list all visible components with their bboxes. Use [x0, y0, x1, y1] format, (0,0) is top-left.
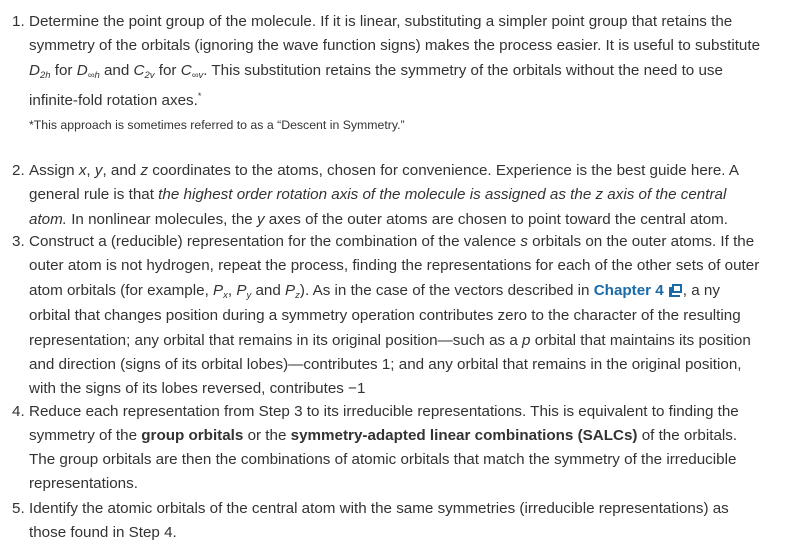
- step-5-line: Identify the atomic orbitals of the central atom with the same symmetries (irreducible representations) as: [29, 500, 729, 517]
- step-2-line: general rule is that the highest order rotation axis of the molecule is assigned as the z axis of the central: [29, 186, 727, 203]
- step-3-line: orbital that changes position during a symmetry operation contributes zero to the character of the resulting: [29, 307, 741, 324]
- step-3-line: outer atom is not hydrogen, repeat the process, finding the representations for each of the other sets of outer: [29, 257, 760, 274]
- footnote-marker[interactable]: *: [197, 91, 202, 101]
- step-4-line: symmetry of the group orbitals or the symmetry-adapted linear combinations (SALCs) of the orbitals.: [29, 427, 738, 444]
- step-3-line: Construct a (reducible) representation for the combination of the valence s orbitals on the outer atoms. If the: [29, 233, 755, 250]
- step-2-line: Assign x, y, and z coordinates to the atoms, chosen for convenience. Experience is the best guide here. A: [29, 162, 740, 179]
- external-link-icon[interactable]: [669, 284, 683, 297]
- step-5-line: those found in Step 4.: [29, 524, 177, 541]
- chapter-4-link[interactable]: Chapter 4: [593, 282, 664, 299]
- step-number: 5.: [12, 500, 25, 517]
- step-number: 4.: [12, 403, 25, 420]
- step-1-line: infinite-fold rotation axes.*: [29, 91, 202, 109]
- step-4-line: The group orbitals are then the combinations of atomic orbitals that match the symmetry of the irreducible: [29, 451, 737, 468]
- step-3-line: representation; any orbital that remains in its original position—such as a p orbital that maintains its position: [29, 332, 751, 349]
- step-3-line: and direction (signs of its orbital lobes)—contributes 1; and any orbital that remains in the original position,: [29, 356, 742, 373]
- step-number: 2.: [12, 162, 25, 179]
- step-4-line: Reduce each representation from Step 3 to its irreducible representations. This is equivalent to finding the: [29, 403, 739, 420]
- step-4-line: representations.: [29, 475, 138, 492]
- step-1-line: symmetry of the orbitals (ignoring the wave function signs) makes the process easier. It is useful to substitute: [29, 37, 761, 54]
- step-2-line: atom. In nonlinear molecules, the y axes of the outer atoms are chosen to point toward the central atom.: [29, 211, 729, 228]
- step-1-line: $D_{2h}$ for $D_{\infty h}$ and $C_{2v}$ for $C_{\infty v}$. This substitution retains the symmetry of the orbitals without the need to use: [29, 62, 723, 81]
- footnote: *This approach is sometimes referred to as a “Descent in Symmetry.”: [29, 118, 405, 132]
- step-1-line: Determine the point group of the molecule. If it is linear, substituting a simpler point group that retains the: [29, 13, 733, 30]
- step-3-line: atom orbitals (for example, $P_x$, $P_y$ and $P_z$). As in the case of the vectors described in Chapter 4 , a ny: [29, 282, 720, 301]
- step-number: 3.: [12, 233, 25, 250]
- step-3-line: with the signs of its lobes reversed, contributes −1: [29, 380, 366, 397]
- step-number: 1.: [12, 13, 25, 30]
